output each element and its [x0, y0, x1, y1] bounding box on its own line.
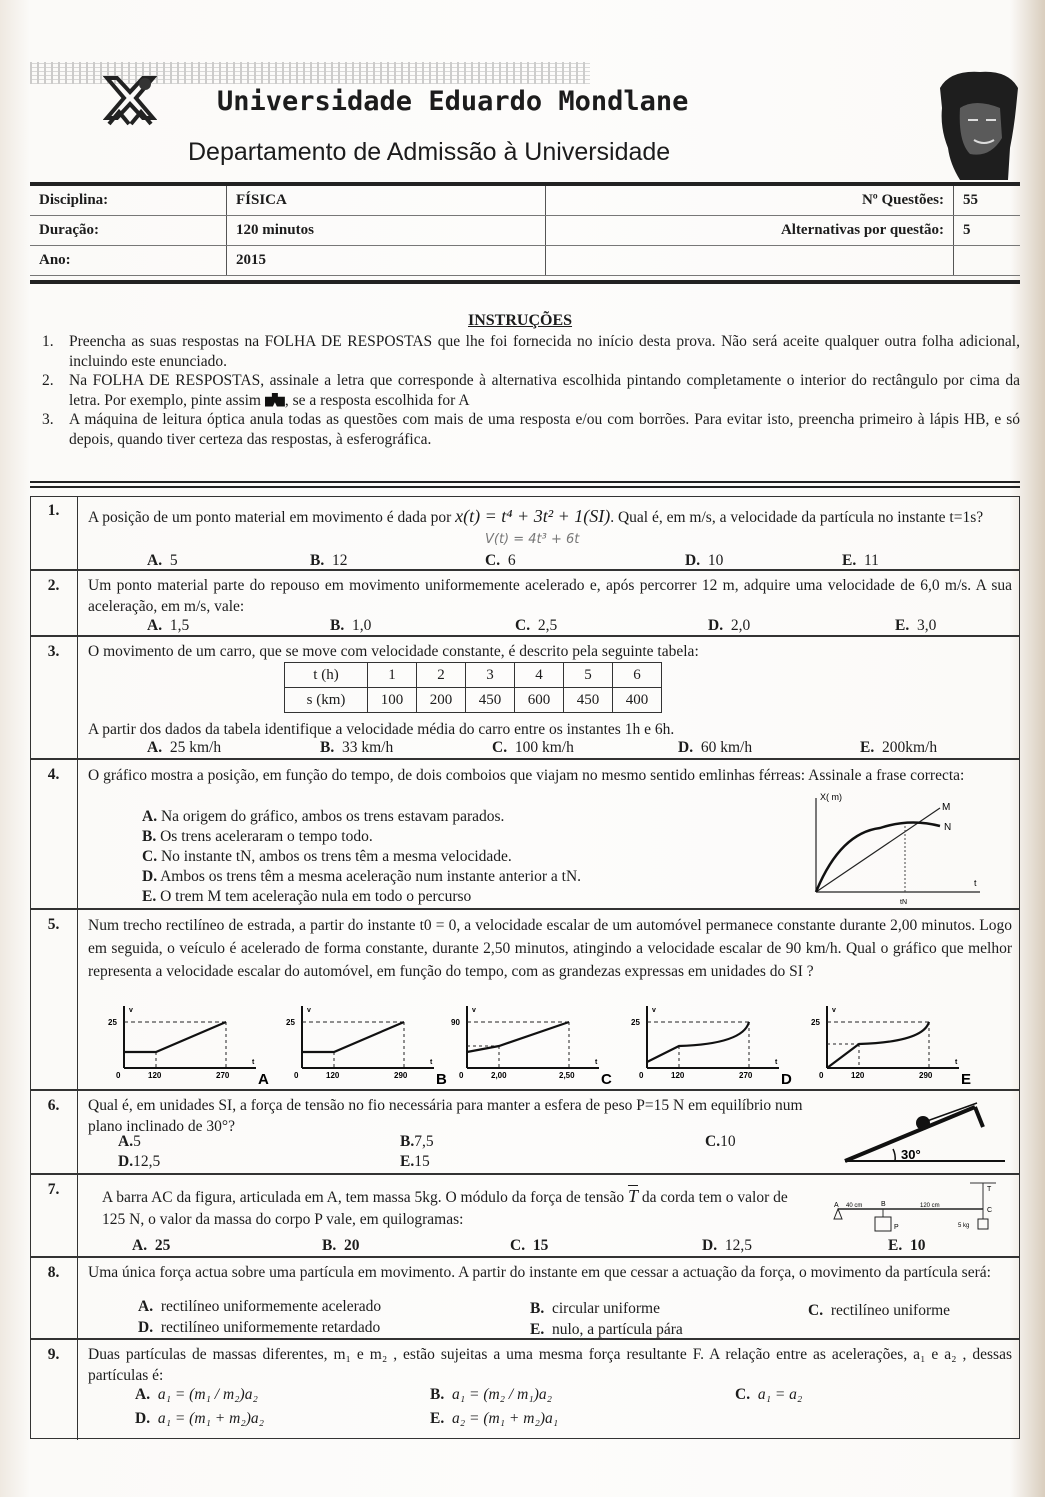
question-7: 7. A barra AC da figura, articulada em A, tem massa 5kg. O módulo da força de tensão $\overline{T}$ da corda tem o valor de 125 N, o valor da massa do corpo P vale, em quilogramas: A. 25 B. 20 C. 15 D. 12,5 E. 10 A B C T P 40 cm 120 cm 5 kg [30, 1173, 1020, 1258]
info-value: FÍSICA [227, 186, 546, 216]
info-row [30, 216, 1020, 246]
info-right-label [546, 246, 954, 276]
section-rule [30, 481, 1020, 483]
option-b[interactable]: B. 20 [322, 1237, 360, 1254]
option-a[interactable]: A. 1,5 [147, 617, 190, 634]
option-d[interactable]: D. 60 km/h [678, 739, 753, 756]
x-tick-label: 2,50 [559, 1071, 575, 1080]
x-axis-label: t [974, 878, 977, 888]
option-b[interactable]: B. a₁ = (m₂ / m₁)a₂ [430, 1386, 552, 1403]
instruction-item: 3. A máquina de leitura óptica anula todas as questões com mais de uma resposta e/ou com borrões. Para evitar isto, preencha primeiro à lápis HB, e só depois, quando tiver certeza das respostas, à esferográfica. [42, 411, 1020, 448]
svg-text:B: B [881, 1201, 886, 1208]
info-row [30, 186, 1020, 216]
info-label: Ano: [30, 246, 227, 276]
velocity-curve [302, 1022, 404, 1052]
option-b[interactable]: B. Os trens aceleraram o tempo todo. [142, 828, 373, 845]
x-tick-label: 120 [671, 1071, 685, 1080]
table-row: t (h) 1 2 3 4 5 6 [285, 663, 662, 688]
body-p [875, 1217, 891, 1231]
tn-label: tN [900, 899, 907, 906]
instruction-item: 1. Preencha as suas respostas na FOLHA DE RESPOSTAS que lhe foi fornecida no início desta prova. Não será aceite qualquer outra folha adicional, incluindo este enunciado. [42, 333, 1020, 370]
info-value: 120 minutos [227, 216, 546, 246]
velocity-curve [467, 1022, 569, 1052]
option-e[interactable]: E. 10 [888, 1237, 926, 1254]
velocity-graph-e[interactable] [805, 1002, 980, 1084]
option-e[interactable]: E. 3,0 [895, 617, 937, 634]
velocity-curve [827, 1022, 929, 1068]
option-d[interactable]: D.12,5 [118, 1153, 161, 1170]
axis-t-label: t [595, 1059, 598, 1066]
x-tick-label: 2,00 [491, 1071, 507, 1080]
option-d[interactable]: D. 2,0 [708, 617, 751, 634]
x-tick-label: 120 [851, 1071, 865, 1080]
option-c[interactable]: C. 15 [510, 1237, 549, 1254]
position-time-graph [790, 788, 990, 908]
option-a[interactable]: A. Na origem do gráfico, ambos os trens estavam parados. [142, 808, 505, 825]
velocity-curve [124, 1022, 226, 1052]
option-a[interactable]: A. 25 [132, 1237, 171, 1254]
x-tick-label: 120 [326, 1071, 340, 1080]
tension-vector: $\overline{T}$ [627, 1186, 638, 1206]
instructions-title: INSTRUÇÕES [468, 312, 573, 329]
info-right-value [954, 246, 1021, 276]
axis-t-label: t [430, 1059, 433, 1066]
svg-text:P: P [894, 1224, 899, 1231]
university-name: Universidade Eduardo Mondlane [217, 86, 689, 117]
portrait-image [930, 68, 1022, 180]
x-tick-label: 290 [919, 1071, 933, 1080]
option-e[interactable]: E.15 [400, 1153, 430, 1170]
axis-v-label: v [472, 1007, 476, 1014]
formula: x(t) = t⁴ + 3t² + 1(SI) [455, 506, 611, 526]
info-label: Disciplina: [30, 186, 227, 216]
option-c[interactable]: C. No instante tN, ambos os trens têm a mesma velocidade. [142, 848, 512, 865]
option-a[interactable]: A. a₁ = (m₁ / m₂)a₂ [135, 1386, 258, 1403]
velocity-graph-d[interactable] [625, 1002, 800, 1084]
option-a[interactable]: A. 25 km/h [147, 739, 222, 756]
question-3: 3. O movimento de um carro, que se move com velocidade constante, é descrito pela seguinte tabela: t (h) 1 2 3 4 5 6 s (km) 100 200 450 600 450 400 A partir dos dados da tabela identifique a velocidade média do carro entre os instantes 1h e 6h. A. 25 km/h B. 33 km/h C. 100 km/h D. 60 km/h E. 200km/h [30, 635, 1020, 760]
university-logo-icon [103, 74, 157, 126]
option-e[interactable]: E. nulo, a partícula pára [530, 1321, 683, 1338]
option-a[interactable]: A. 5 [147, 552, 178, 569]
graph-option-label: B [436, 1071, 447, 1084]
origin-label: 0 [294, 1071, 299, 1080]
velocity-graph-c[interactable] [445, 1002, 620, 1084]
handwritten-note: V(t) = 4t³ + 6t [485, 532, 580, 547]
origin-label: 0 [459, 1071, 464, 1080]
option-b[interactable]: B. 33 km/h [320, 739, 394, 756]
option-d[interactable]: D. 12,5 [702, 1237, 752, 1254]
option-e[interactable]: E. 200km/h [860, 739, 938, 756]
info-row [30, 246, 1020, 276]
option-c[interactable]: C.10 [705, 1133, 736, 1150]
series-m-label: M [942, 802, 951, 813]
option-c[interactable]: C. 6 [485, 552, 516, 569]
pivot [834, 1209, 842, 1219]
y-tick-label: 25 [108, 1018, 117, 1027]
y-tick-label: 25 [631, 1018, 640, 1027]
info-right-label: Alternativas por questão: [546, 216, 954, 246]
svg-text:C: C [987, 1207, 993, 1214]
axis-t-label: t [955, 1059, 958, 1066]
svg-text:40 cm: 40 cm [846, 1203, 863, 1209]
question-6: 6. Qual é, em unidades SI, a força de tensão no fio necessária para manter a esfera de peso P=15 N em equilíbrio num plano inclinado de 30°? A.5 B.7,5 C.10 D.12,5 E.15 30° [30, 1089, 1020, 1175]
data-table [284, 662, 662, 713]
x-tick-label: 270 [739, 1071, 753, 1080]
svg-text:A: A [834, 1202, 839, 1209]
axis-t-label: t [252, 1059, 255, 1066]
y-tick-label: 25 [811, 1018, 820, 1027]
axis-v-label: v [652, 1007, 656, 1014]
option-d[interactable]: D. 10 [685, 552, 724, 569]
sphere [916, 1116, 930, 1130]
svg-text:5 kg: 5 kg [958, 1223, 970, 1229]
origin-label: 0 [116, 1071, 121, 1080]
question-1: 1. A posição de um ponto material em movimento é dada por x(t) = t⁴ + 3t² + 1(SI). Qual é, em m/s, a velocidade da partícula no instante t=1s? V(t) = 4t³ + 6t A. 5 B. 12 C. 6 D. 10 E. 11 [30, 496, 1020, 569]
option-c[interactable]: C. rectilíneo uniforme [808, 1302, 951, 1319]
table-row: s (km) 100 200 450 600 450 400 [285, 688, 662, 713]
question-8: 8. Uma única força actua sobre uma partícula em movimento. A partir do instante em que cessar a actuação da força, o movimento da partícula será: A. rectilíneo uniformemente acelerado B. circular uniforme C. rectilíneo uniforme D. rectilíneo uniformemente retardado E. nulo, a partícula pára [30, 1256, 1020, 1340]
x-tick-label: 120 [148, 1071, 162, 1080]
svg-text:120 cm: 120 cm [920, 1203, 940, 1209]
axis-v-label: v [307, 1007, 311, 1014]
question-9: 9. Duas partículas de massas diferentes, m₁ e m₂ , estão sujeitas a uma mesma força resultante F. A relação entre as acelerações, a₁ e a₂ , dessas partículas é: A. a₁ = (m₁ / m₂)a₂ B. a₁ = (m₂ / m₁)a₂ C. a₁ = a₂ D. a₁ = (m₁ + m₂)a₂ E. a₂ = (m₁ + m₂)a₁ [30, 1338, 1020, 1440]
option-b[interactable]: B. 12 [310, 552, 348, 569]
graph-option-label: D [781, 1071, 792, 1084]
option-d[interactable]: D. a₁ = (m₁ + m₂)a₂ [135, 1410, 265, 1427]
option-e[interactable]: E. 11 [842, 552, 879, 569]
series-n-curve [816, 822, 940, 892]
question-2: 2. Um ponto material parte do repouso em movimento uniformemente acelerado e, após percorrer 12 m, adquire uma velocidade de 6,0 m/s. A sua aceleração, em m/s, vale: A. 1,5 B. 1,0 C. 2,5 D. 2,0 E. 3,0 [30, 569, 1020, 637]
question-5: 5. Num trecho rectilíneo de estrada, a partir do instante t0 = 0, a velocidade escalar de um automóvel permanece constante durante 2,00 minutos. Logo em seguida, o veículo é acelerado de forma constante, durante 2,50 minutos, atingindo a velocidade escalar de 90 km/h. Qual o gráfico que melhor representa a velocidade escalar do automóvel, em função do tempo, com as grandezas expressas em unidades do SI ? v t 0 25 120 270 A v t 0 25 120 290 B v t 0 90 2,00 2,50 C v t 0 25 120 270 D v t 0 25 120 290 E [30, 908, 1020, 1091]
graph-option-label: C [601, 1071, 612, 1084]
series-m-line [816, 808, 940, 892]
velocity-curve [647, 1022, 749, 1062]
info-right-value: 5 [954, 216, 1021, 246]
info-value: 2015 [227, 246, 546, 276]
option-d[interactable]: D. rectilíneo uniformemente retardado [138, 1319, 381, 1336]
option-a[interactable]: A. rectilíneo uniformemente acelerado [138, 1298, 382, 1315]
header-bottom-rule [30, 280, 1020, 284]
filled-box-example-icon [265, 393, 285, 407]
info-right-value: 55 [954, 186, 1021, 216]
graph-option-label: E [961, 1071, 972, 1084]
option-e[interactable]: E. a₂ = (m₁ + m₂)a₁ [430, 1410, 559, 1427]
angle-label: 30° [901, 1147, 921, 1162]
option-b[interactable]: B.7,5 [400, 1133, 434, 1150]
y-axis-label: X( m) [820, 792, 842, 802]
info-label: Duração: [30, 216, 227, 246]
department-name: Departamento de Admissão à Universidade [188, 138, 671, 166]
exam-info-table [30, 186, 1020, 276]
velocity-graph-a[interactable] [102, 1002, 277, 1084]
instructions-list [42, 332, 1020, 449]
x-tick-label: 270 [216, 1071, 230, 1080]
option-e[interactable]: E. O trem M tem aceleração nula em todo o percurso [142, 888, 472, 905]
inclined-plane-figure [835, 1099, 1015, 1169]
info-right-label: Nº Questões: [546, 186, 954, 216]
question-4: 4. O gráfico mostra a posição, em função do tempo, de dois comboios que viajam no mesmo sentido emlinhas férreas: Assinale a frase correcta: A. Na origem do gráfico, ambos os trens estavam parados. B. Os trens aceleraram o tempo todo. C. No instante tN, ambos os trens têm a mesma velocidade. D. Ambos os trens têm a mesma aceleração num instante anterior a tN. E. O trem M tem aceleração nula em todo o percurso X( m) t M N tN [30, 758, 1020, 910]
y-tick-label: 90 [451, 1018, 460, 1027]
velocity-graph-b[interactable] [280, 1002, 455, 1084]
instruction-item: 2. Na FOLHA DE RESPOSTAS, assinale a letra que corresponde à alternativa escolhida pintando completamente o interior do rectângulo por cima da letra. Por exemplo, pinte assim , se a resposta escolhida for A [42, 372, 1020, 409]
option-a[interactable]: A.5 [118, 1133, 141, 1150]
option-c[interactable]: C. 100 km/h [492, 739, 574, 756]
option-c[interactable]: C. 2,5 [515, 617, 558, 634]
bar-figure [820, 1179, 1020, 1235]
section-rule [30, 486, 1020, 488]
axis-v-label: v [832, 1007, 836, 1014]
axis-v-label: v [129, 1007, 133, 1014]
series-n-label: N [944, 822, 952, 833]
option-c[interactable]: C. a₁ = a₂ [735, 1386, 803, 1403]
graph-option-label: A [258, 1071, 269, 1084]
option-d[interactable]: D. Ambos os trens têm a mesma aceleração num instante anterior a tN. [142, 868, 582, 885]
x-tick-label: 290 [394, 1071, 408, 1080]
origin-label: 0 [819, 1071, 824, 1080]
option-b[interactable]: B. 1,0 [330, 617, 372, 634]
axis-t-label: t [775, 1059, 778, 1066]
origin-label: 0 [639, 1071, 644, 1080]
svg-text:T: T [987, 1186, 992, 1193]
y-tick-label: 25 [286, 1018, 295, 1027]
option-b[interactable]: B. circular uniforme [530, 1300, 660, 1317]
